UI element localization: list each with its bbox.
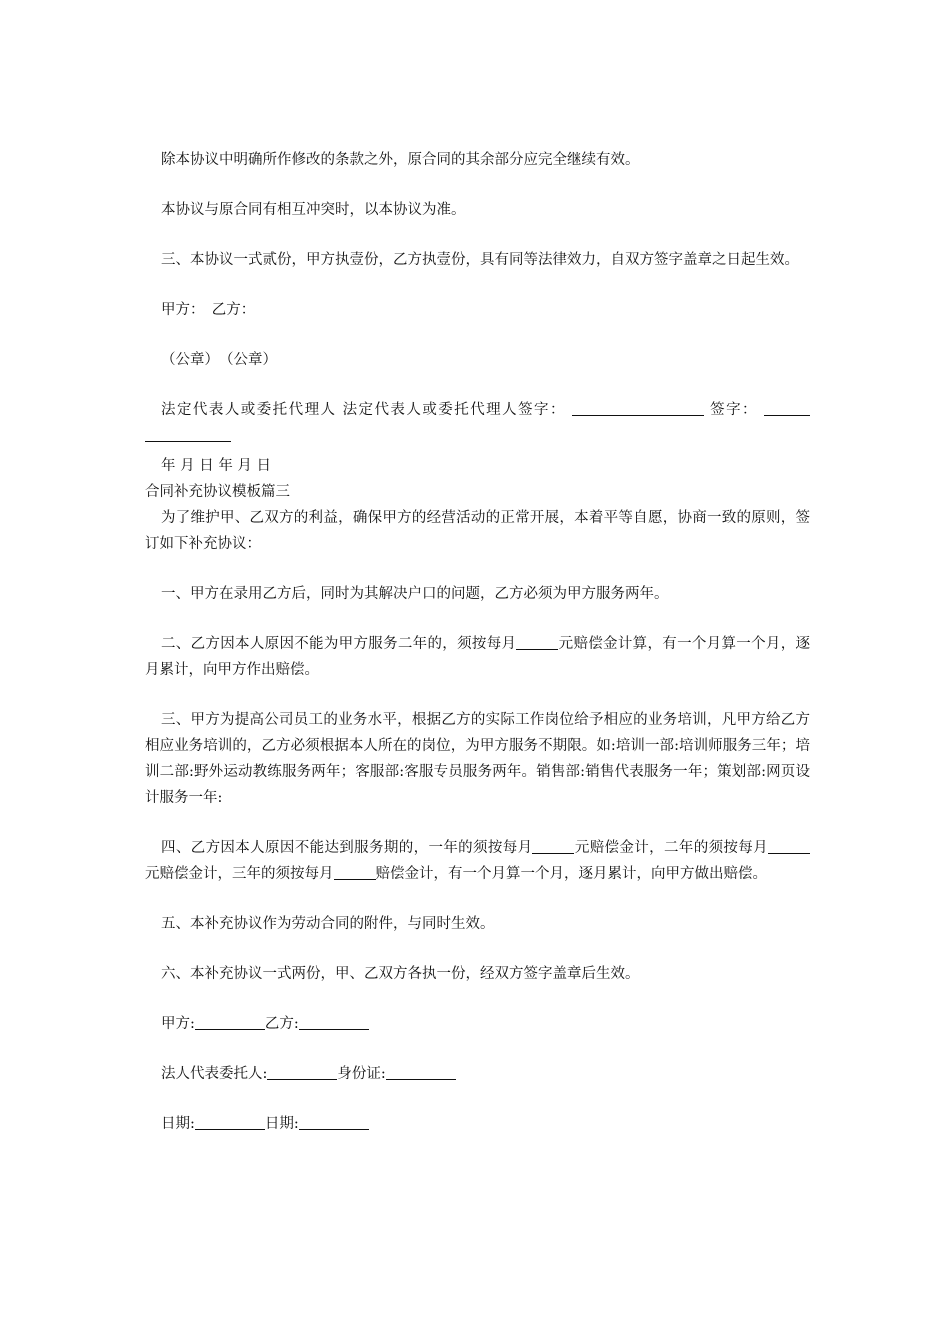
legal-rep-line — [145, 1061, 810, 1087]
party-signature-line — [145, 1011, 810, 1037]
paragraph-conflict-rule: 本协议与原合同有相互冲突时，以本协议为准。 — [161, 202, 466, 218]
clause-4-text: 元赔偿金计，三年的须按每月 — [145, 866, 334, 882]
date-signature-line — [145, 1111, 810, 1137]
clause-2-text: 二、乙方因本人原因不能为甲方服务二年的，须按每月 — [161, 636, 517, 652]
clause-5: 五、本补充协议作为劳动合同的附件，与同时生效。 — [161, 916, 495, 932]
signature-blank — [572, 401, 704, 416]
date-b-label: 日期: — [264, 1116, 299, 1132]
representative-label: 法定代表人或委托代理人 法定代表人或委托代理人签字： — [161, 402, 566, 418]
clause-1: 一、甲方在录用乙方后，同时为其解决户口的问题，乙方必须为甲方服务两年。 — [161, 586, 669, 602]
party-a-label: 甲方: — [161, 1016, 195, 1032]
amount-blank — [516, 635, 558, 650]
paragraph-intro: 为了维护甲、乙双方的利益，确保甲方的经营活动的正常开展，本着平等自愿，协商一致的原则，签订如下补充协议： — [145, 510, 810, 552]
id-card-label: 身份证: — [337, 1066, 386, 1082]
signature-blank — [764, 401, 810, 416]
section-heading: 合同补充协议模板篇三 — [145, 484, 290, 500]
document-page — [145, 147, 810, 1137]
date-a-label: 日期: — [161, 1116, 195, 1132]
clause-4-text: 赔偿金计，有一个月算一个月，逐月累计，向甲方做出赔偿。 — [375, 866, 767, 882]
id-card-blank — [386, 1065, 456, 1080]
legal-rep-blank — [267, 1065, 337, 1080]
parties-label: 甲方： 乙方： — [161, 302, 256, 318]
clause-4-text: 四、乙方因本人原因不能达到服务期的，一年的须按每月 — [161, 840, 533, 856]
representative-signature-line — [145, 397, 810, 449]
date-a-blank — [195, 1115, 265, 1130]
seal-label: （公章） （公章） — [161, 352, 277, 368]
date-line: 年 月 日 年 月 日 — [161, 458, 272, 474]
party-a-blank — [195, 1015, 265, 1030]
clause-6: 六、本补充协议一式两份，甲、乙双方各执一份，经双方签字盖章后生效。 — [161, 966, 640, 982]
clause-4-text: 元赔偿金计，二年的须按每月 — [574, 840, 769, 856]
clause-2 — [145, 631, 810, 683]
signature-blank — [145, 427, 231, 442]
clause-4 — [145, 835, 810, 887]
date-b-blank — [299, 1115, 369, 1130]
legal-rep-label: 法人代表委托人: — [161, 1066, 268, 1082]
amount-blank — [334, 865, 376, 880]
amount-blank — [532, 839, 574, 854]
party-b-label: 乙方: — [264, 1016, 299, 1032]
paragraph-clause-3-copies: 三、本协议一式贰份，甲方执壹份，乙方执壹份，具有同等法律效力，自双方签字盖章之日起生效。 — [161, 252, 799, 268]
amount-blank — [768, 839, 810, 854]
party-b-blank — [299, 1015, 369, 1030]
clause-3: 三、甲方为提高公司员工的业务水平，根据乙方的实际工作岗位给予相应的业务培训，凡甲方给乙方相应业务培训的，乙方必须根据本人所在的岗位，为甲方服务不期限。如:培训一部:培训师服务三年；培训二部:野外运动教练服务两年；客服部:客服专员服务两年。销售部:销售代表服务一年；策划部:网页设计服务一年: — [145, 712, 810, 806]
signature-label: 签字： — [710, 402, 758, 418]
paragraph-remaining-terms: 除本协议中明确所作修改的条款之外，原合同的其余部分应完全继续有效。 — [161, 152, 640, 168]
clause-2-text: 元赔偿金计算，有一个月算一个月，逐月累计，向甲方作出赔偿。 — [145, 636, 811, 678]
